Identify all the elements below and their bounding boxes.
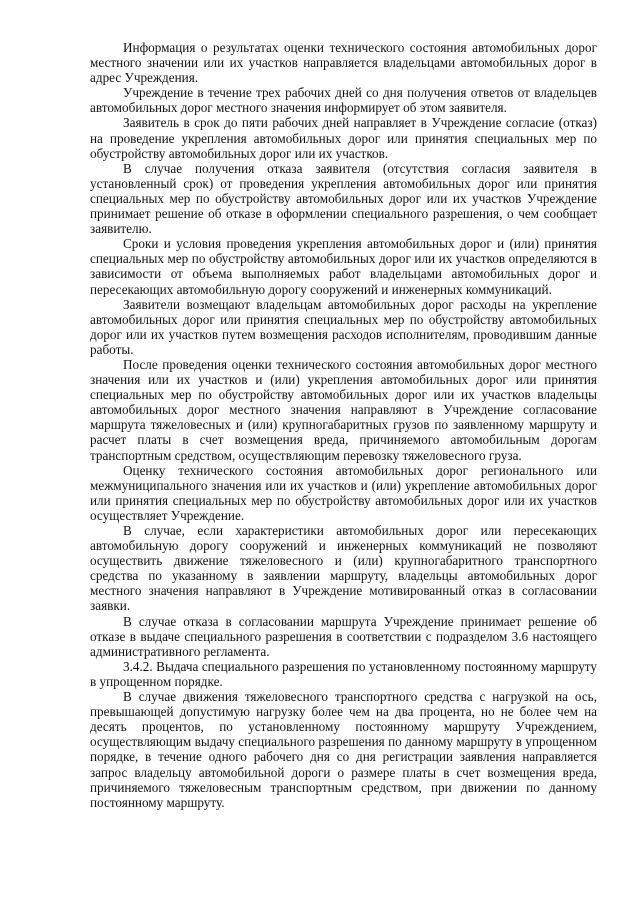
paragraph: После проведения оценки технического состояния автомобильных дорог местного значения или их участков и (или) укрепления автомобильных дорог или принятия специальных мер по обустройству автомобильных дорог или их участков владельцы автомобильных дорог местного значения направляют в Учреждение согласование маршрута тяжеловесных и (или) крупногабаритных грузов по заявленному маршруту и расчет платы в счет возмещения вреда, причиняемого автомобильным дорогам транспортным средством, осуществляющим перевозку тяжеловесного груза. xyxy=(90,356,597,463)
paragraph: Оценку технического состояния автомобильных дорог регионального или межмуниципального значения или их участков и (или) укрепление автомобильных дорог или принятия специальных мер по обустройству автомобильных дорог или их участков осуществляет Учреждение. xyxy=(90,462,597,523)
paragraph: Заявитель в срок до пяти рабочих дней направляет в Учреждение согласие (отказ) на проведение укрепления автомобильных дорог или принятия специальных мер по обустройству автомобильных дорог или их участков. xyxy=(90,115,597,161)
paragraph: В случае отказа в согласовании маршрута Учреждение принимает решение об отказе в выдаче специального разрешения в соответствии с подразделом 3.6 настоящего административного регламента. xyxy=(90,613,597,659)
paragraph: В случае получения отказа заявителя (отсутствия согласия заявителя в установленный срок) от проведения укрепления автомобильных дорог или принятия специальных мер по обустройству автомобильных дорог или их участков Учреждение принимает решение об отказе в оформлении специального разрешения, о чем сообщает заявителю. xyxy=(90,160,597,237)
paragraph: Заявители возмещают владельцам автомобильных дорог расходы на укрепление автомобильных дорог или принятия специальных мер по обустройству автомобильных дорог или их участков путем возмещения расходов исполнителям, проводившим данные работы. xyxy=(90,296,597,357)
paragraph: В случае, если характеристики автомобильных дорог или пересекающих автомобильную дорогу сооружений и инженерных коммуникаций не позволяют осуществить движение тяжеловесного и (или) крупногабаритного транспортного средства по указанному в заявлении маршруту, владельцы автомобильных дорог местного значения направляют в Учреждение мотивированный отказ в согласовании заявки. xyxy=(90,523,597,614)
section-heading: 3.4.2. Выдача специального разрешения по установленному постоянному маршруту в упрощенном порядке. xyxy=(90,658,597,689)
paragraph: Сроки и условия проведения укрепления автомобильных дорог и (или) принятия специальных мер по обустройству автомобильных дорог или их участков определяются в зависимости от объема выполняемых работ владельцами автомобильных дорог и пересекающих автомобильную дорогу сооружений и инженерных коммуникаций. xyxy=(90,236,597,297)
paragraph: Информация о результатах оценки технического состояния автомобильных дорог местного значении или их участков направляется владельцами автомобильных дорог в адрес Учреждения. xyxy=(90,40,597,86)
document-page xyxy=(90,40,597,810)
paragraph: В случае движения тяжеловесного транспортного средства с нагрузкой на ось, превышающей допустимую нагрузку более чем на два процента, но не более чем на десять процентов, по установленному постоянному маршруту Учреждением, осуществляющим выдачу специального разрешения по данному маршруту в упрощенном порядке, в течение одного рабочего дня со дня регистрации заявления направляется запрос владельцу автомобильной дороги о размере платы в счет возмещения вреда, причиняемого тяжеловесным транспортным средством, при движении по данному постоянному маршруту. xyxy=(90,689,597,810)
paragraph: Учреждение в течение трех рабочих дней со дня получения ответов от владельцев автомобильных дорог местного значения информирует об этом заявителя. xyxy=(90,85,597,116)
